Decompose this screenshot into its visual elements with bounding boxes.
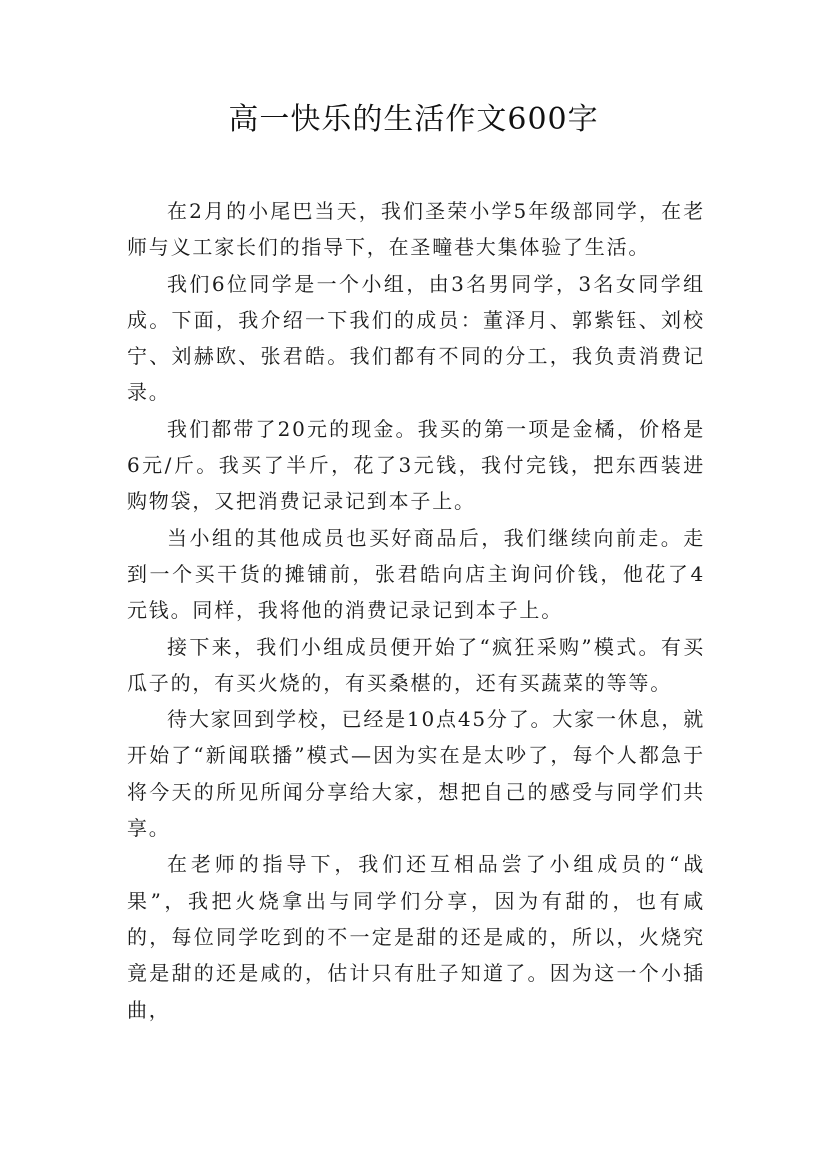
paragraph-5: 接下来，我们小组成员便开始了“疯狂采购”模式。有买瓜子的，有买火烧的，有买桑椹的，还有买蔬菜的等等。 (127, 634, 705, 695)
document-body (127, 193, 705, 1028)
paragraph-4: 当小组的其他成员也买好商品后，我们继续向前走。走到一个买干货的摊铺前，张君皓向店主询问价钱，他花了4元钱。同样，我将他的消费记录记到本子上。 (127, 525, 705, 623)
paragraph-2: 我们6位同学是一个小组，由3名男同学，3名女同学组成。下面，我介绍一下我们的成员：董泽月、郭紫钰、刘校宁、刘赫欧、张君皓。我们都有不同的分工，我负责消费记录。 (127, 271, 705, 405)
paragraph-1: 在2月的小尾巴当天，我们圣荣小学5年级部同学，在老师与义工家长们的指导下，在圣疃巷大集体验了生活。 (127, 199, 705, 260)
paragraph-3: 我们都带了20元的现金。我买的第一项是金橘，价格是6元/斤。我买了半斤，花了3元钱，我付完钱，把东西装进购物袋，又把消费记录记到本子上。 (127, 416, 705, 514)
document-title: 高一快乐的生活作文600字 (228, 102, 599, 137)
paragraph-7: 在老师的指导下，我们还互相品尝了小组成员的“战果”，我把火烧拿出与同学们分享，因为有甜的，也有咸的，每位同学吃到的不一定是甜的还是咸的，所以，火烧究竟是甜的还是咸的，估计只有肚子知道了。因为这一个小插曲， (127, 852, 705, 1022)
paragraph-6: 待大家回到学校，已经是10点45分了。大家一休息，就开始了“新闻联播”模式—因为实在是太吵了，每个人都急于将今天的所见所闻分享给大家，想把自己的感受与同学们共享。 (127, 707, 705, 841)
